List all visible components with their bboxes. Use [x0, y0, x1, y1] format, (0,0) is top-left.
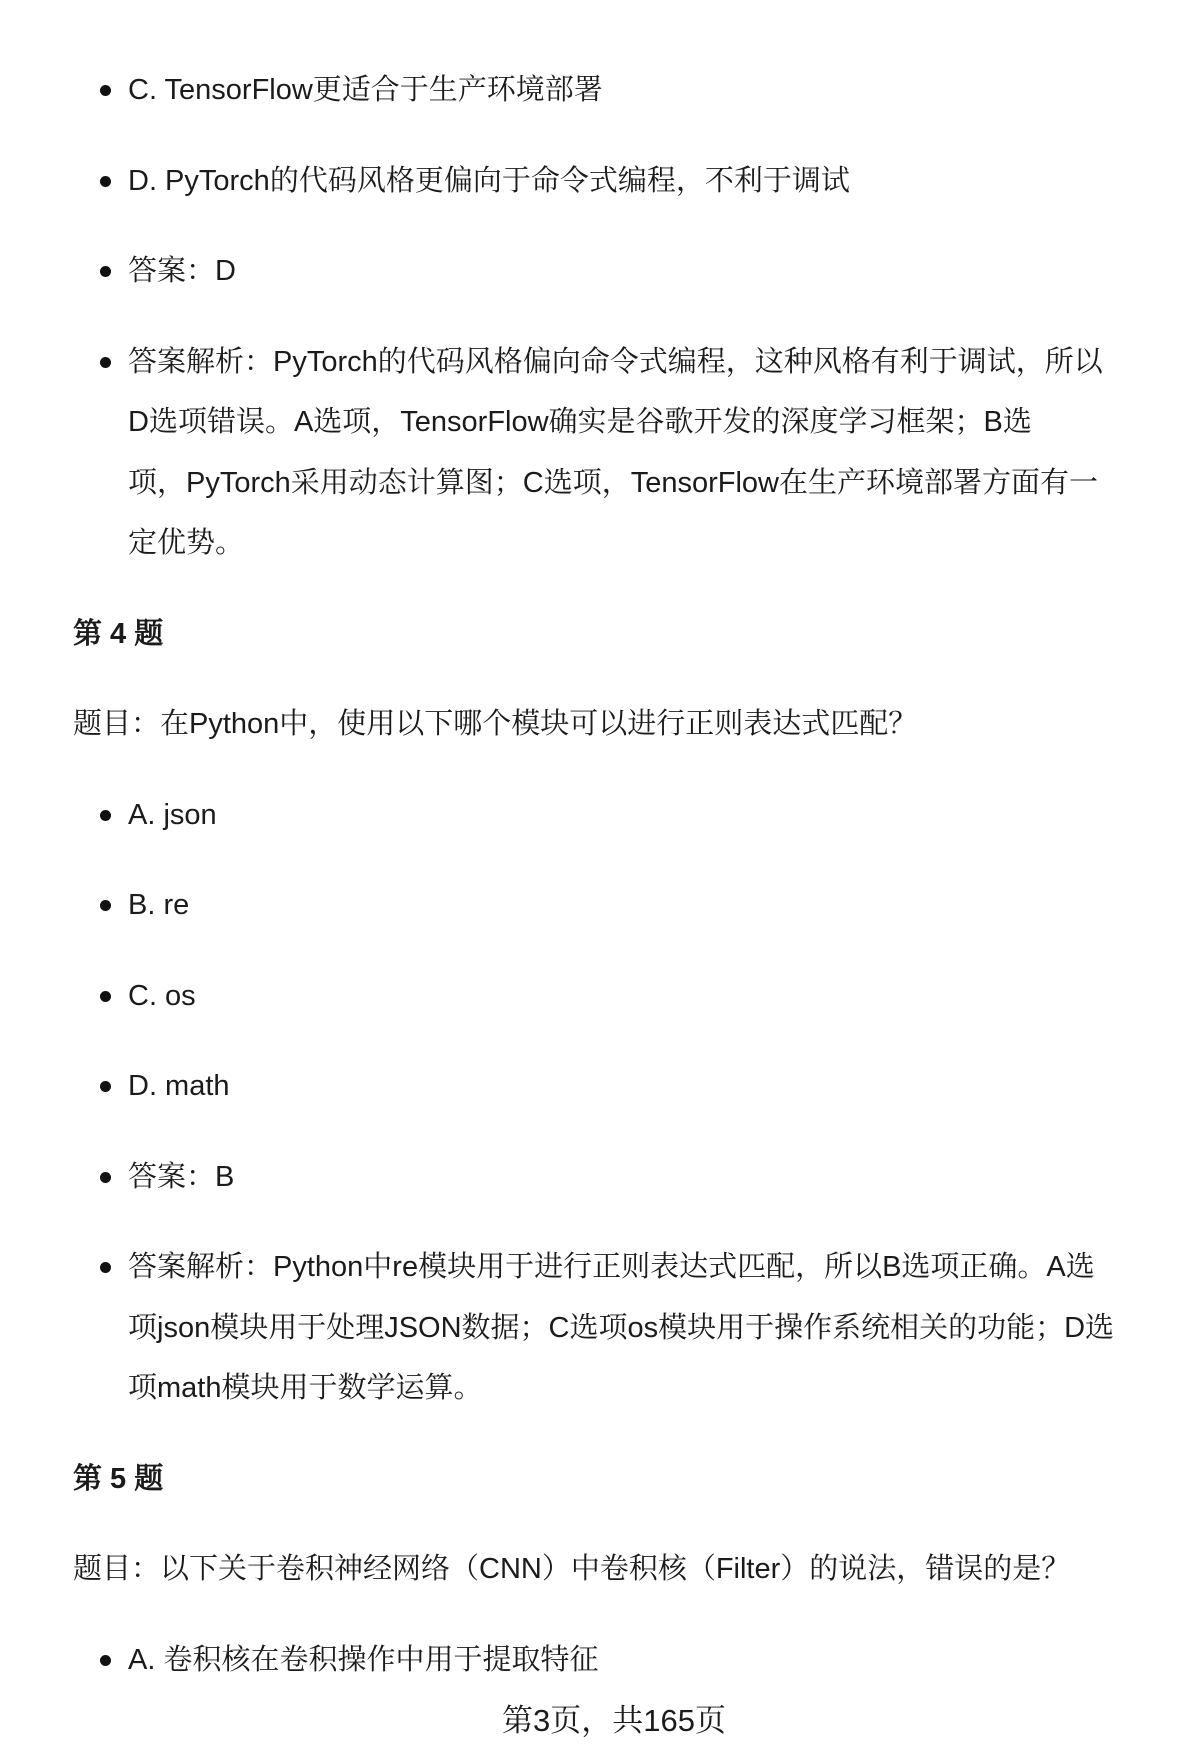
- explanation-line: 定优势。: [128, 527, 245, 559]
- explanation-line: 项math模块用于数学运算。: [128, 1372, 483, 1404]
- question-3-continuation-list: [0, 60, 1200, 574]
- answer-explanation: [0, 332, 1200, 574]
- option-d: [0, 151, 1200, 212]
- bullet-icon: [100, 1172, 111, 1183]
- bullet-icon: [100, 1655, 111, 1666]
- answer-explanation: [0, 1237, 1200, 1419]
- option-text: A. json: [128, 798, 217, 831]
- answer-text: 答案：D: [128, 255, 236, 287]
- option-b: [0, 875, 1200, 936]
- answer-line: [0, 1147, 1200, 1208]
- page-indicator: 第3页，共165页: [502, 1703, 726, 1738]
- explanation-line: 答案解析：Python中re模块用于进行正则表达式匹配，所以B选项正确。A选: [128, 1251, 1095, 1283]
- bullet-icon: [100, 900, 111, 911]
- option-text: D. PyTorch的代码风格更偏向于命令式编程，不利于调试: [128, 164, 850, 197]
- explanation-line: 答案解析：PyTorch的代码风格偏向命令式编程，这种风格有利于调试，所以: [128, 345, 1103, 378]
- option-c: [0, 966, 1200, 1027]
- option-text: C. os: [128, 979, 196, 1012]
- question-4-list: [0, 785, 1200, 1419]
- option-text: B. re: [128, 889, 190, 921]
- page-content: [0, 60, 1200, 1720]
- bullet-icon: [100, 266, 111, 277]
- option-c: [0, 60, 1200, 121]
- bullet-icon: [100, 810, 111, 821]
- option-text: D. math: [128, 1070, 230, 1102]
- bullet-icon: [100, 1081, 111, 1092]
- bullet-icon: [100, 991, 111, 1002]
- question-prompt: 题目：在Python中，使用以下哪个模块可以进行正则表达式匹配？: [73, 708, 918, 740]
- option-text: A. 卷积核在卷积操作中用于提取特征: [128, 1643, 599, 1676]
- explanation-line: D选项错误。A选项，TensorFlow确实是谷歌开发的深度学习框架；B选: [128, 406, 1032, 438]
- option-a: [0, 785, 1200, 846]
- option-text: C. TensorFlow更适合于生产环境部署: [128, 74, 603, 106]
- bullet-icon: [100, 85, 111, 96]
- question-heading: 第 4 题: [73, 617, 164, 650]
- bullet-icon: [100, 1262, 111, 1273]
- question-heading: 第 5 题: [73, 1462, 164, 1495]
- question-prompt: 题目：以下关于卷积神经网络（CNN）中卷积核（Filter）的说法，错误的是？: [73, 1553, 1071, 1585]
- explanation-line: 项，PyTorch采用动态计算图；C选项，TensorFlow在生产环境部署方面有一: [128, 466, 1098, 499]
- option-d: [0, 1056, 1200, 1117]
- bullet-icon: [100, 176, 111, 187]
- answer-line: [0, 241, 1200, 302]
- question-5-list: [0, 1630, 1200, 1691]
- bullet-icon: [100, 357, 111, 368]
- answer-text: 答案：B: [128, 1160, 235, 1193]
- option-a: [0, 1630, 1200, 1691]
- explanation-line: 项json模块用于处理JSON数据；C选项os模块用于操作系统相关的功能；D选: [128, 1311, 1115, 1344]
